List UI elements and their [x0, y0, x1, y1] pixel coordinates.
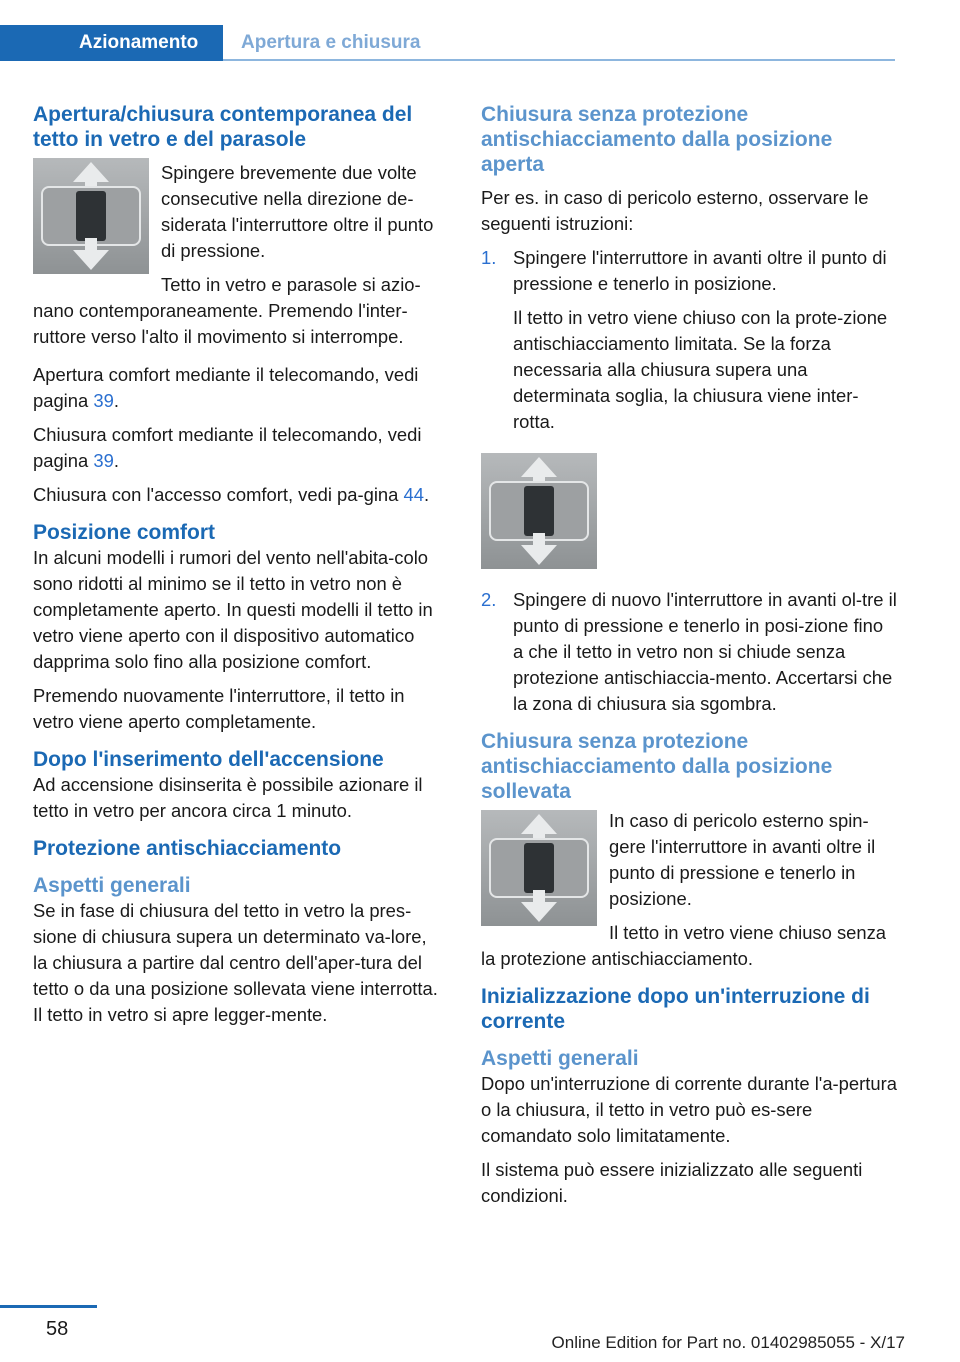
- switch-illustration: [33, 158, 149, 274]
- page-header: [0, 25, 895, 61]
- list-number: 1.: [481, 247, 497, 268]
- paragraph: Il sistema può essere inizializzato alle seguenti condizioni.: [481, 1159, 863, 1206]
- paragraph: Se in fase di chiusura del tetto in vetro la pres-sione di chiusura supera un determinato va-lore, la chiusura a partire dal centro dell'aper-tura del tetto o da una posizione sollevata viene interrotta. Il tetto in vetro si apre legger-mente.: [33, 900, 438, 1025]
- reference-paragraph: Apertura comfort mediante il telecomando, vedi pagina 39.: [33, 364, 419, 411]
- page-link[interactable]: 39: [93, 390, 114, 411]
- reference-paragraph: Chiusura con l'accesso comfort, vedi pa-gina 44.: [33, 484, 430, 505]
- paragraph: In caso di pericolo esterno spin-gere l'interruttore in avanti oltre il punto di pressione e tenerlo in posizione.: [609, 810, 876, 909]
- steps-list: [481, 587, 897, 717]
- left-column: [33, 102, 445, 1028]
- heading-close-open: Chiusura senza protezione antischiacciamento dalla posizione aperta: [481, 103, 833, 176]
- switch-illustration: [481, 453, 597, 569]
- chapter-tab-label: Azionamento: [79, 32, 199, 53]
- subheading-general: Aspetti generali: [481, 1047, 639, 1070]
- roof-switch-icon: [524, 486, 554, 536]
- paragraph: In alcuni modelli i rumori del vento nell'abita-colo sono ridotti al minimo se il tetto in vetro non è completamente aperto. In questi modelli il tetto in vetro viene aperto con il dispositivo automatico dapprima solo fino alla posizione comfort.: [33, 547, 433, 672]
- heading-initialization: Inizializzazione dopo un'interruzione di corrente: [481, 985, 870, 1033]
- switch-illustration: [481, 810, 597, 926]
- paragraph: Spingere brevemente due volte consecutive nella direzione de-siderata l'interruttore oltre il punto di pressione.: [161, 162, 434, 261]
- paragraph: Per es. in caso di pericolo esterno, osservare le seguenti istruzioni:: [481, 187, 869, 234]
- list-item: 2. Spingere di nuovo l'interruttore in avanti ol-tre il punto di pressione e tenerlo in posi-zione fino a che il tetto in vetro non si chiude senza protezione antischiaccia-mento. Accertarsi che la zona di chiusura sia sgombra.: [481, 587, 897, 717]
- arrow-down-icon: [521, 545, 557, 565]
- arrow-up-icon: [73, 162, 109, 182]
- right-column: [481, 102, 897, 1209]
- edition-text: Online Edition for Part no. 01402985055 - X/17: [551, 1333, 905, 1352]
- heading-comfort: Posizione comfort: [33, 521, 216, 544]
- paragraph: Il tetto in vetro viene chiuso senza la protezione antischiacciamento.: [481, 922, 887, 969]
- footer-divider: [0, 1305, 97, 1308]
- list-item: 1. Spingere l'interruttore in avanti oltre il punto di pressione e tenerlo in posizione. Il tetto in vetro viene chiuso con la prote-zione antischiacciamento limitata. Se la forza necessaria alla chiusura supera una determinata soglia, la chiusura viene inter-rotta.: [481, 245, 897, 435]
- subheading-general: Aspetti generali: [33, 874, 191, 897]
- heading-pinch-protection: Protezione antischiacciamento: [33, 837, 342, 860]
- header-divider: [223, 59, 895, 61]
- arrow-down-icon: [521, 902, 557, 922]
- paragraph: Dopo un'interruzione di corrente durante l'a-pertura o la chiusura, il tetto in vetro può es-sere comandato solo limitatamente.: [481, 1073, 897, 1146]
- steps-list: [481, 245, 897, 435]
- arrow-up-icon: [521, 457, 557, 477]
- reference-paragraph: Chiusura comfort mediante il telecomando, vedi pagina 39.: [33, 424, 422, 471]
- list-number: 2.: [481, 589, 497, 610]
- section-tab[interactable]: Apertura e chiusura: [241, 32, 421, 53]
- page-number: 58: [46, 1318, 69, 1340]
- roof-switch-icon: [524, 843, 554, 893]
- arrow-down-icon: [73, 250, 109, 270]
- paragraph: Ad accensione disinserita è possibile azionare il tetto in vetro per ancora circa 1 minuto.: [33, 774, 423, 821]
- heading-close-raised: Chiusura senza protezione antischiacciamento dalla posizione sollevata: [481, 730, 833, 803]
- paragraph: Tetto in vetro e parasole si azio-nano contemporaneamente. Premendo l'inter-ruttore verso l'alto il movimento si interrompe.: [33, 274, 421, 347]
- arrow-up-icon: [521, 814, 557, 834]
- paragraph: Premendo nuovamente l'interruttore, il tetto in vetro viene aperto completamente.: [33, 685, 405, 732]
- heading-ignition: Dopo l'inserimento dell'accensione: [33, 748, 384, 771]
- page-link[interactable]: 39: [93, 450, 114, 471]
- heading-simultaneous: Apertura/chiusura contemporanea del tetto in vetro e del parasole: [33, 103, 413, 151]
- page-link[interactable]: 44: [403, 484, 424, 505]
- roof-switch-icon: [76, 191, 106, 241]
- chapter-tab[interactable]: [0, 25, 223, 61]
